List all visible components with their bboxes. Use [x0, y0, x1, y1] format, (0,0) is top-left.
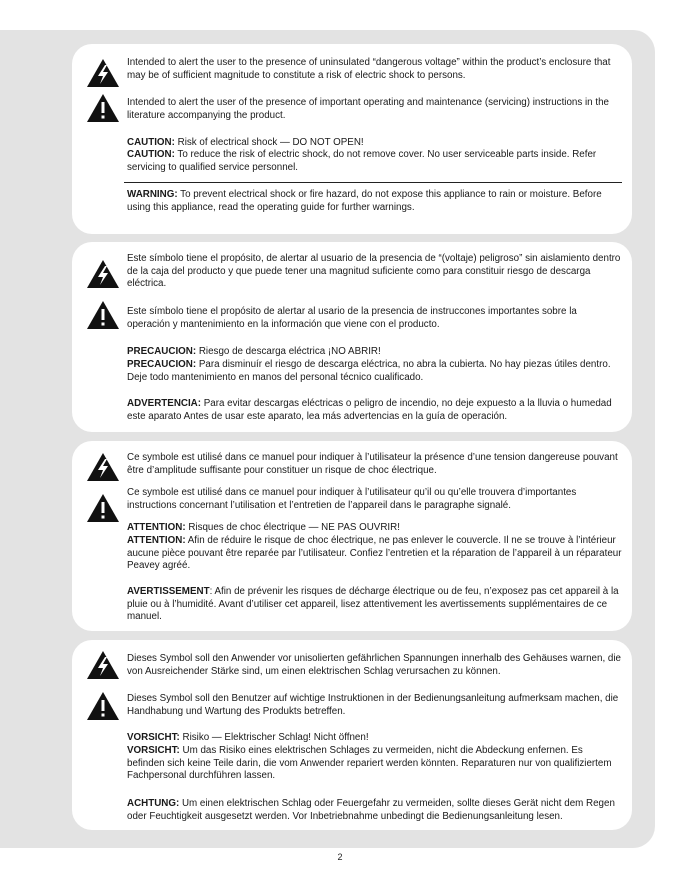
- instructions-notice-text: Intended to alert the user of the presence of important operating and maintenance (servicing) instructions in the literature accompanying the product.: [127, 97, 609, 121]
- caution-label: ATTENTION:: [127, 522, 186, 533]
- caution-line-1: [127, 522, 622, 535]
- caution-line-1: [127, 732, 622, 745]
- caution-line-1: [127, 137, 622, 150]
- caution-line-2: [127, 745, 622, 783]
- caution-line-2: [127, 535, 622, 573]
- english-safety-panel: [72, 44, 632, 234]
- warning-paragraph: [127, 189, 622, 214]
- warning-label: AVERTISSEMENT: [127, 586, 210, 597]
- voltage-warning-text: Ce symbole est utilisé dans ce manuel pour indiquer à l’utilisateur la présence d’une tension dangereuse pouvant être d’amplitude suffisante pour constituer un risque de choc électrique.: [127, 452, 618, 476]
- lightning-warning-icon: [86, 650, 120, 680]
- lightning-warning-icon: [86, 452, 120, 482]
- french-safety-panel: [72, 441, 632, 631]
- caution-line-2: [127, 359, 622, 384]
- caution-text: Para disminuír el riesgo de descarga eléctrica, no abra la cubierta. No hay piezas útiles dentro. Deje todo mantenimiento en manos del personal técnico cualificado.: [127, 359, 611, 383]
- caution-label: VORSICHT:: [127, 745, 180, 756]
- voltage-warning-text: Dieses Symbol soll den Anwender vor unisolierten gefährlichen Spannungen innerhalb des Gehäuses warnen, die von Ausreichender Stärke sind, um einen elektrischen Schlag verursachen zu können.: [127, 653, 621, 677]
- caution-text: Risk of electrical shock — DO NOT OPEN!: [174, 137, 364, 148]
- caution-label: VORSICHT:: [127, 732, 180, 743]
- voltage-warning-text: Intended to alert the user to the presence of uninsulated “dangerous voltage” within the product’s enclosure that may be of sufficient magnitude to constitute a risk of electric shock to persons.: [127, 57, 611, 81]
- spanish-safety-panel: [72, 242, 632, 432]
- caution-label: ATTENTION:: [127, 535, 186, 546]
- warning-paragraph: [127, 586, 622, 624]
- caution-line-1: [127, 346, 622, 359]
- divider-rule: [124, 182, 622, 183]
- instructions-notice-text: Este símbolo tiene el propósito de alertar al usario de la presencia de instruccones importantes sobre la operación y mantenimiento en la información que viene con el producto.: [127, 306, 577, 330]
- exclamation-warning-icon: [86, 93, 120, 123]
- voltage-warning-text: Este símbolo tiene el propósito, de alertar al usuario de la presencia de “(voltaje) peligroso” sin aislamiento dentro de la caja del producto y que puede tener una magnitud suficiente como para constituir riesgo de descarga eléctrica.: [127, 253, 621, 290]
- caution-label: CAUTION:: [127, 137, 175, 148]
- instructions-notice-text: Ce symbole est utilisé dans ce manuel pour indiquer à l’utilisateur qu’il ou qu’elle trouvera d’importantes instructions concernant l’utilisation et l’entretien de l’appareil dans le paragraphe signalé.: [127, 487, 577, 511]
- warning-paragraph: [127, 398, 622, 423]
- caution-line-2: [127, 149, 622, 174]
- caution-text: Riesgo de descarga eléctrica ¡NO ABRIR!: [196, 346, 381, 357]
- caution-label: PRECAUCION:: [127, 346, 197, 357]
- german-safety-panel: [72, 640, 632, 830]
- caution-label: CAUTION:: [127, 149, 175, 160]
- warning-text: : Afin de prévenir les risques de décharge électrique ou de feu, n’exposez pas cet appareil à la pluie ou à l’humidité. Avant d’utiliser cet appareil, lisez attentivement les avertissements supplémentaires de ce manuel.: [127, 586, 619, 623]
- warning-label: ACHTUNG:: [127, 798, 180, 809]
- page-number: 2: [337, 852, 343, 862]
- warning-label: ADVERTENCIA:: [127, 398, 202, 409]
- warning-paragraph: [127, 798, 622, 823]
- caution-label: PRECAUCION:: [127, 359, 197, 370]
- caution-text: To reduce the risk of electric shock, do not remove cover. No user serviceable parts inside. Refer servicing to qualified service personnel.: [127, 149, 597, 173]
- caution-text: Risques de choc électrique — NE PAS OUVRIR!: [185, 522, 400, 533]
- warning-text: Um einen elektrischen Schlag oder Feuergefahr zu vermeiden, sollte dieses Gerät nicht dem Regen oder Feuchtigkeit ausgesetzt werden. Vor Inbetriebnahme unbedingt die Bedienungsanleitung lesen.: [127, 798, 615, 822]
- lightning-warning-icon: [86, 58, 120, 88]
- exclamation-warning-icon: [86, 493, 120, 523]
- exclamation-warning-icon: [86, 691, 120, 721]
- caution-text: Afin de réduire le risque de choc électrique, ne pas enlever le couvercle. Il ne se trouve à l’intérieur aucune pièce pouvant être reparée par l’utilisateur. Confiez l’entretien et la réparation de l’appareil à un réparateur Peavey agréé.: [127, 535, 622, 572]
- lightning-warning-icon: [86, 259, 120, 289]
- warning-text: Para evitar descargas eléctricas o peligro de incendio, no deje expuesto a la lluvia o humedad este aparato Antes de usar este aparato, lea más advertencias en la guía de operación.: [127, 398, 612, 422]
- warning-label: WARNING:: [127, 189, 178, 200]
- caution-text: Um das Risiko eines elektrischen Schlages zu vermeiden, nicht die Abdeckung enfernen. Es befinden sich keine Teile darin, die vom Anwender repariert werden könnten. Reparaturen nur von qualifiziertem Fachpersonal durchführen lassen.: [127, 745, 612, 782]
- warning-text: To prevent electrical shock or fire hazard, do not expose this appliance to rain or moisture. Before using this appliance, read the operating guide for further warnings.: [127, 189, 602, 213]
- exclamation-warning-icon: [86, 300, 120, 330]
- instructions-notice-text: Dieses Symbol soll den Benutzer auf wichtige Instruktionen in der Bedienungsanleitung aufmerksam machen, die Handhabung und Wartung des Produkts betreffen.: [127, 693, 619, 717]
- caution-text: Risiko — Elektrischer Schlag! Nicht öffnen!: [179, 732, 369, 743]
